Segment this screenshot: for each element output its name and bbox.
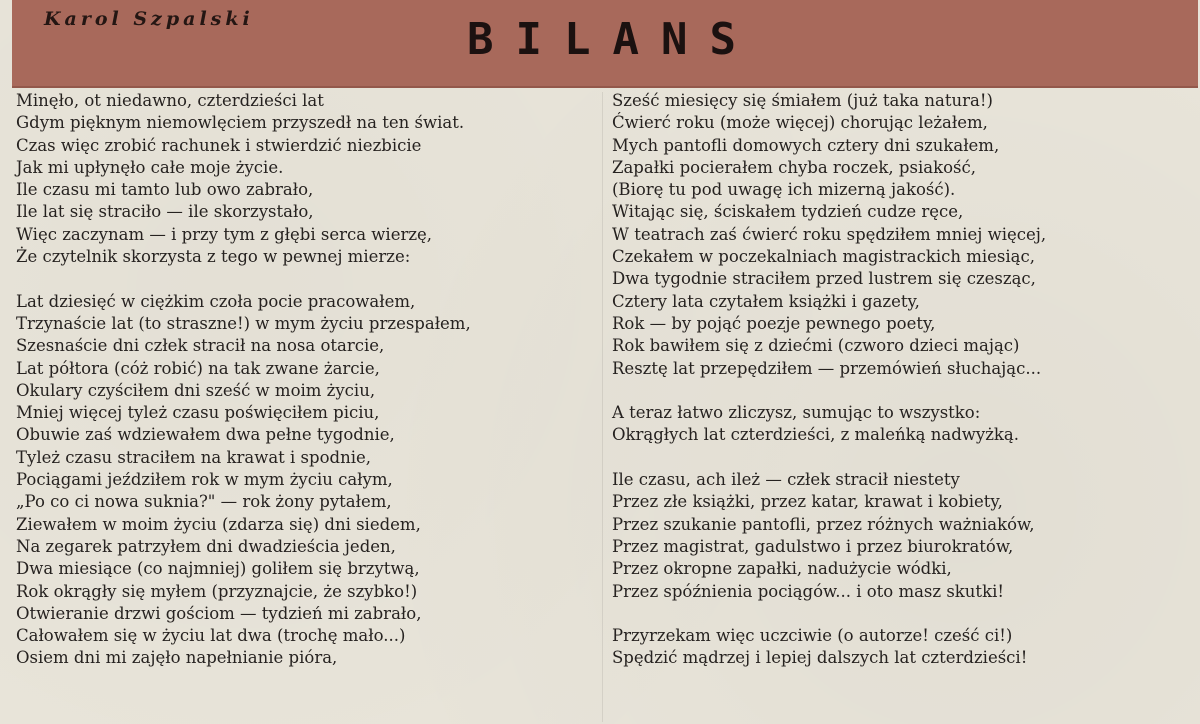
poem-line: Lat dziesięć w ciężkim czoła pocie pracowałem, (16, 291, 416, 311)
poem-line: Jak mi upłynęło całe moje życie. (16, 157, 284, 177)
poem-line: Ziewałem w moim życiu (zdarza się) dni siedem, (16, 514, 421, 534)
poem-line: Witając się, ściskałem tydzień cudze ręce, (612, 202, 964, 222)
poem-line: Przez spóźnienia pociągów... i oto masz skutki! (612, 581, 1004, 601)
poem-line: Że czytelnik skorzysta z tego w pewnej mierze: (16, 247, 411, 267)
poem-line: Przez okropne zapałki, nadużycie wódki, (612, 559, 952, 579)
poem-line: Czekałem w poczekalniach magistrackich miesiąc, (612, 247, 1035, 267)
poem-line: Obuwie zaś wdziewałem dwa pełne tygodnie, (16, 425, 395, 445)
poem-line: Dwa tygodnie straciłem przed lustrem się czesząc, (612, 269, 1036, 289)
poem-line: Minęło, ot niedawno, czterdzieści lat (16, 91, 324, 110)
poem-line: Tyleż czasu straciłem na krawat i spodnie, (16, 447, 371, 467)
poem-line: Cztery lata czytałem książki i gazety, (612, 291, 920, 311)
poem-line: Okulary czyściłem dni sześć w moim życiu, (16, 380, 376, 400)
stanza-break (612, 447, 1197, 469)
poem-line: Otwieranie drzwi gościom — tydzień mi zabrało, (16, 603, 422, 623)
poem-line: Pociągami jeździłem rok w mym życiu całym, (16, 470, 393, 490)
poem-line: Więc zaczynam — i przy tym z głębi serca wierzę, (16, 224, 433, 244)
stanza-break (16, 268, 601, 290)
poem-column-right (612, 90, 1197, 670)
poem-line: „Po co ci nowa suknia?" — rok żony pytałem, (16, 492, 392, 512)
poem-line: W teatrach zaś ćwierć roku spędziłem mniej więcej, (612, 224, 1047, 244)
poem-line: Ile lat się straciło — ile skorzystało, (16, 202, 314, 222)
header-band (12, 0, 1198, 88)
poem-line: Rok bawiłem się z dziećmi (czworo dzieci mając) (612, 336, 1020, 356)
poem-line: (Biorę tu pod uwagę ich mizerną jakość). (612, 180, 956, 200)
poem-line: Mniej więcej tyleż czasu poświęciłem piciu, (16, 403, 380, 423)
poem-line: Resztę lat przepędziłem — przemówień słuchając... (612, 358, 1042, 378)
stanza-break (612, 603, 1197, 625)
poem-line: Rok okrągły się myłem (przyznajcie, że szybko!) (16, 581, 418, 601)
stanza-break (612, 380, 1197, 402)
poem-line: Przez złe książki, przez katar, krawat i kobiety, (612, 492, 1003, 512)
poem-line: Szesnaście dni człek stracił na nosa otarcie, (16, 336, 385, 356)
poem-line: Ćwierć roku (może więcej) chorując leżałem, (612, 113, 988, 133)
poem-line: Okrągłych lat czterdzieści, z maleńką nadwyżką. (612, 425, 1019, 445)
poem-line: Przez szukanie pantofli, przez różnych ważniaków, (612, 514, 1035, 534)
poem-title: BILANS (467, 14, 758, 65)
poem-line: Na zegarek patrzyłem dni dwadzieścia jeden, (16, 536, 396, 556)
column-gutter (602, 92, 603, 722)
poem-line: Spędzić mądrzej i lepiej dalszych lat czterdzieści! (612, 648, 1028, 668)
poem-line: Całowałem się w życiu lat dwa (trochę mało...) (16, 626, 406, 646)
poem-line: Zapałki pocierałem chyba roczek, psiakość, (612, 157, 976, 177)
poem-line: Gdym pięknym niemowlęciem przyszedł na ten świat. (16, 113, 465, 133)
poem-line: Lat półtora (cóż robić) na tak zwane żarcie, (16, 358, 380, 378)
poem-line: Przez magistrat, gadulstwo i przez biurokratów, (612, 536, 1014, 556)
poem-column-left (16, 90, 601, 670)
poem-line: Trzynaście lat (to straszne!) w mym życiu przespałem, (16, 313, 471, 333)
poem-line: Czas więc zrobić rachunek i stwierdzić niezbicie (16, 135, 422, 155)
poem-line: Dwa miesiące (co najmniej) goliłem się brzytwą, (16, 559, 420, 579)
poem-line: Ile czasu, ach ileż — człek stracił niestety (612, 470, 960, 490)
poem-line: A teraz łatwo zliczysz, sumując to wszystko: (612, 403, 981, 423)
poem-line: Przyrzekam więc uczciwie (o autorze! cześć ci!) (612, 626, 1013, 646)
author-name: Karol Szpalski (44, 8, 254, 30)
poem-line: Osiem dni mi zajęło napełnianie pióra, (16, 648, 338, 668)
poem-line: Sześć miesięcy się śmiałem (już taka natura!) (612, 91, 993, 110)
poem-line: Rok — by pojąć poezje pewnego poety, (612, 313, 936, 333)
poem-line: Mych pantofli domowych cztery dni szukałem, (612, 135, 1000, 155)
poem-line: Ile czasu mi tamto lub owo zabrało, (16, 180, 314, 200)
